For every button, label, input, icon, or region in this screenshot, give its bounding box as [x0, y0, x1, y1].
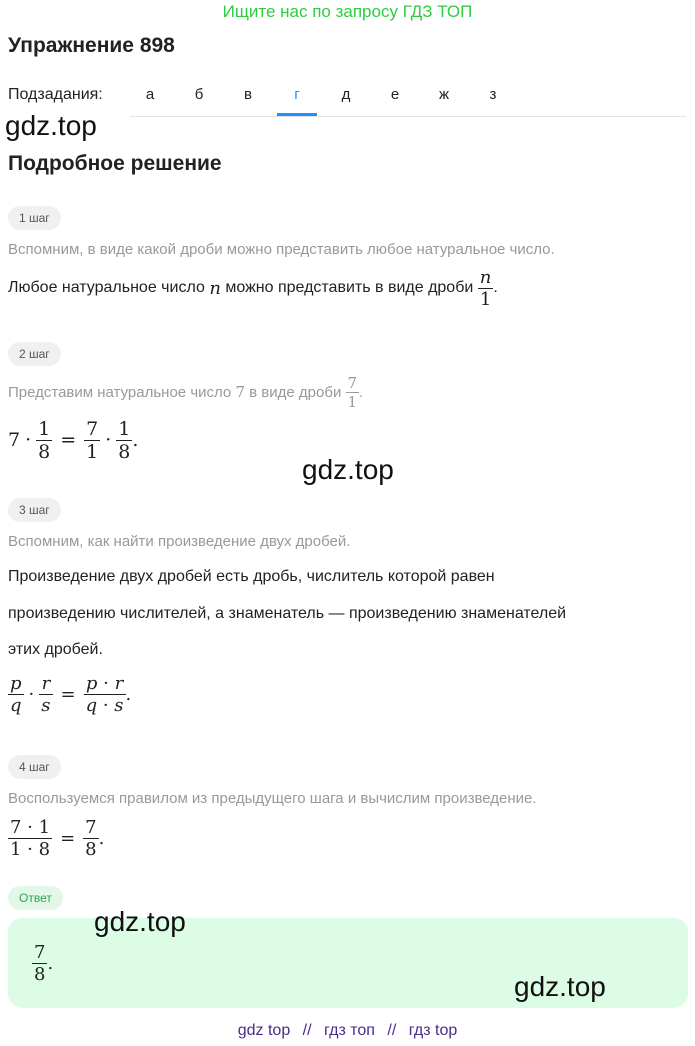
- hint-before: Представим натуральное число: [8, 383, 232, 401]
- watermark: gdz.top: [94, 906, 186, 937]
- footer-link[interactable]: gdz top: [237, 1022, 291, 1039]
- rule-line: Произведение двух дробей есть дробь, числитель которой равен: [8, 568, 495, 585]
- step-hint: Вспомним, в виде какой дроби можно представить любое натуральное число.: [8, 241, 555, 258]
- footer-separator: //: [387, 1022, 397, 1039]
- tab-v[interactable]: в: [244, 86, 252, 103]
- fraction-denominator: 1: [478, 288, 494, 310]
- footer-link[interactable]: гдз top: [408, 1022, 458, 1039]
- footer-link[interactable]: гдз топ: [324, 1022, 375, 1039]
- tab-a[interactable]: а: [145, 86, 155, 103]
- formula-step3: $\frac{p}{q}$ · $\frac{r}{s}$ = $\frac{p \cdot r}{q \cdot s}$ .: [10, 672, 132, 716]
- step-text: Любое натуральное число n можно представить в виде дроби $\frac{n}{1}$ .: [8, 266, 498, 310]
- promo-link[interactable]: Ищите нас по запросу ГДЗ ТОП: [222, 2, 473, 21]
- solution-heading: Подробное решение: [8, 152, 222, 175]
- fraction: [346, 374, 360, 411]
- tab-zh[interactable]: ж: [438, 86, 450, 103]
- step-badge: 2 шаг: [8, 342, 61, 366]
- fraction-numerator: 7: [347, 373, 358, 392]
- step-hint: Воспользуемся правилом из предыдущего шага и вычислим произведение.: [8, 790, 537, 807]
- subtask-tabs: [130, 76, 686, 117]
- page-title: Упражнение 898: [8, 34, 175, 57]
- step-badge: 1 шаг: [8, 206, 61, 230]
- formula-step4: $\frac{7 \cdot 1}{1 \cdot 8}$ = $\frac{7}{8}$ .: [10, 816, 105, 860]
- tab-b[interactable]: б: [194, 86, 204, 103]
- formula-step2: 7 · $\frac{1}{8}$ = $\frac{7}{1}$ · $\frac{1}{8}$ .: [8, 417, 139, 463]
- answer-denominator: 8: [34, 963, 46, 985]
- tab-d[interactable]: д: [341, 86, 351, 103]
- fraction-denominator: 1: [347, 392, 358, 411]
- active-tab-indicator: [277, 113, 317, 116]
- watermark: gdz.top: [514, 971, 606, 1002]
- math-var: n: [209, 277, 221, 299]
- fraction-numerator: n: [479, 266, 492, 288]
- footer-separator: //: [302, 1022, 312, 1039]
- hint-number: 7: [235, 383, 245, 401]
- subtasks-label: Подзадания:: [8, 86, 103, 103]
- step-hint: Вспомним, как найти произведение двух дробей.: [8, 533, 351, 550]
- tab-e[interactable]: е: [390, 86, 400, 103]
- tab-g[interactable]: г: [294, 86, 300, 103]
- step-text-before: Любое натуральное число: [8, 279, 205, 296]
- step-badge: 3 шаг: [8, 498, 61, 522]
- answer-badge: Ответ: [8, 886, 63, 910]
- footer-links: [0, 1022, 695, 1040]
- fraction: [478, 267, 494, 310]
- hint-after: в виде дроби: [249, 383, 342, 401]
- step-hint: Представим натуральное число 7 в виде дроби $\frac{7}{1}$ .: [8, 373, 364, 411]
- watermark: gdz.top: [302, 454, 394, 485]
- answer-value: $\frac{7}{8}$ .: [34, 941, 54, 985]
- rule-line: произведению числителей, а знаменатель — произведению знаменателей: [8, 605, 567, 622]
- answer-numerator: 7: [34, 941, 46, 963]
- watermark: gdz.top: [5, 110, 97, 141]
- step-badge: 4 шаг: [8, 755, 61, 779]
- rule-line: этих дробей.: [8, 641, 103, 658]
- tab-z[interactable]: з: [489, 86, 497, 103]
- step-text-after: можно представить в виде дроби: [225, 279, 474, 296]
